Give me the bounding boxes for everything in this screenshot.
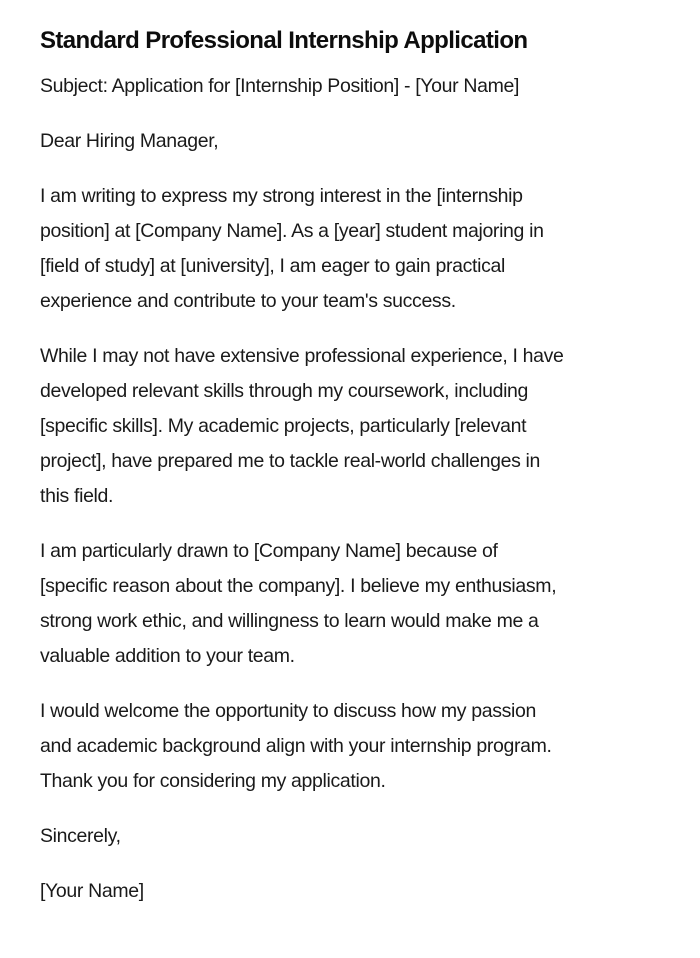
paragraph-line: [field of study] at [university], I am eager to gain practical bbox=[40, 255, 505, 277]
paragraph-line: and academic background align with your internship program. bbox=[40, 735, 552, 757]
paragraph-line: developed relevant skills through my coursework, including bbox=[40, 380, 529, 402]
body-paragraph-4 bbox=[40, 694, 650, 799]
paragraph-line: I am particularly drawn to [Company Name] because of bbox=[40, 540, 498, 562]
body-paragraph-3 bbox=[40, 534, 650, 674]
paragraph-line: [specific skills]. My academic projects, particularly [relevant bbox=[40, 415, 527, 437]
paragraph-line: strong work ethic, and willingness to learn would make me a bbox=[40, 610, 539, 632]
paragraph-line: position] at [Company Name]. As a [year] student majoring in bbox=[40, 220, 544, 242]
letter-document bbox=[40, 26, 650, 909]
paragraph-line: valuable addition to your team. bbox=[40, 645, 295, 667]
subject-line: Subject: Application for [Internship Position] - [Your Name] bbox=[40, 75, 520, 97]
paragraph-line: While I may not have extensive professional experience, I have bbox=[40, 345, 564, 367]
salutation: Dear Hiring Manager, bbox=[40, 130, 219, 152]
body-paragraph-2 bbox=[40, 339, 650, 514]
paragraph-line: I am writing to express my strong interest in the [internship bbox=[40, 185, 523, 207]
paragraph-line: [specific reason about the company]. I believe my enthusiasm, bbox=[40, 575, 557, 597]
document-title: Standard Professional Internship Application bbox=[40, 27, 528, 54]
signature-name: [Your Name] bbox=[40, 880, 144, 902]
paragraph-line: experience and contribute to your team's success. bbox=[40, 290, 456, 312]
body-paragraph-1 bbox=[40, 179, 650, 319]
paragraph-line: I would welcome the opportunity to discuss how my passion bbox=[40, 700, 536, 722]
paragraph-line: project], have prepared me to tackle real-world challenges in bbox=[40, 450, 541, 472]
paragraph-line: this field. bbox=[40, 485, 114, 507]
paragraph-line: Thank you for considering my application. bbox=[40, 770, 386, 792]
closing-line: Sincerely, bbox=[40, 825, 121, 847]
